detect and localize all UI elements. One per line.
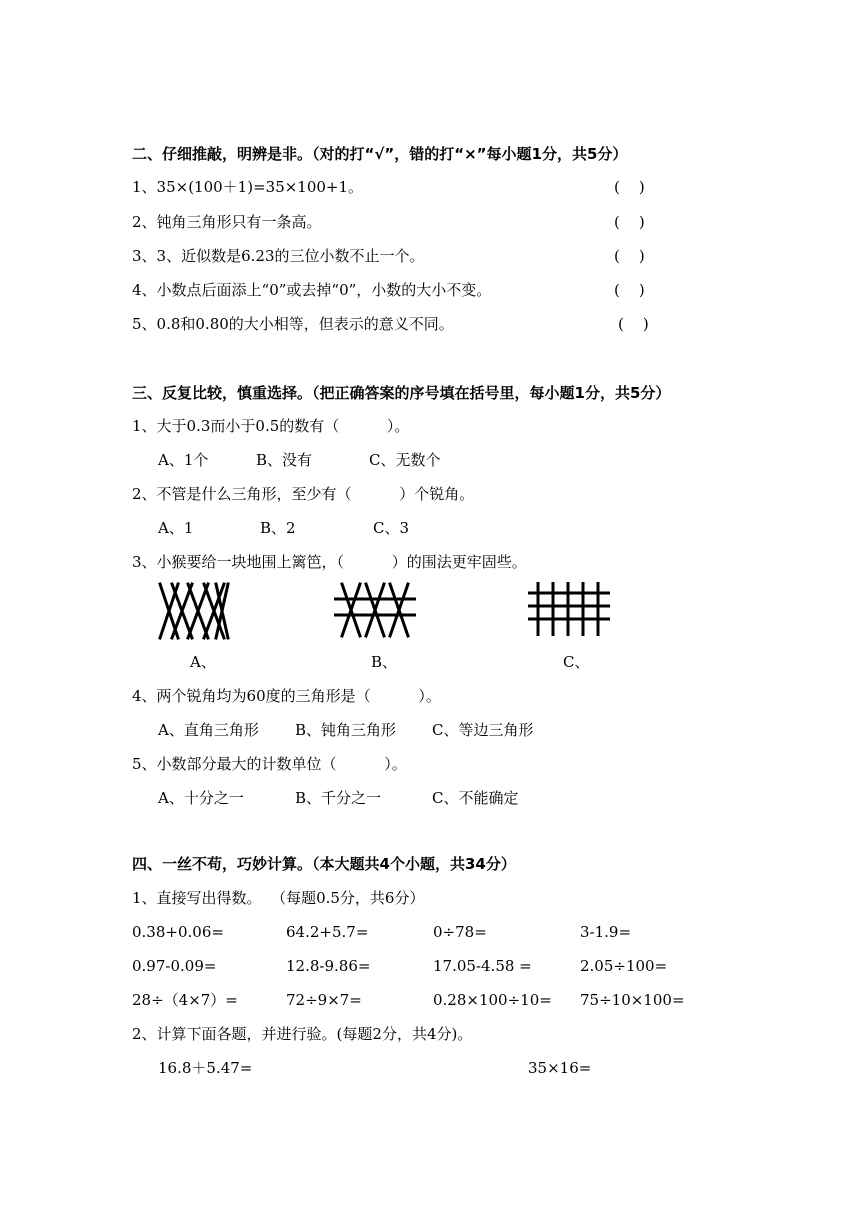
s3-q1-option-c: C、无数个 bbox=[369, 451, 441, 469]
s3-q5-option-b: B、千分之一 bbox=[295, 789, 382, 807]
s2-item-1: 1、35×(100＋1)=35×100+1。 bbox=[132, 178, 364, 196]
s3-q2-option-b: B、2 bbox=[260, 519, 296, 537]
s3-q5: 5、小数部分最大的计数单位（ ）。 bbox=[132, 755, 407, 773]
fence-label-a: A、 bbox=[190, 653, 216, 671]
s4-q2-item-2: 35×16= bbox=[528, 1059, 592, 1077]
calc-r1-c3: 0÷78= bbox=[433, 923, 487, 941]
calc-r2-c2: 12.8-9.86= bbox=[286, 957, 371, 975]
s3-q2: 2、不管是什么三角形，至少有（ ）个锐角。 bbox=[132, 485, 475, 503]
calc-r3-c1: 28÷（4×7）= bbox=[132, 991, 238, 1009]
s3-q1-option-b: B、没有 bbox=[256, 451, 313, 469]
s2-item-2: 2、钝角三角形只有一条高。 bbox=[132, 213, 322, 231]
s2-item-5: 5、0.8和0.80的大小相等，但表示的意义不同。 bbox=[132, 315, 454, 333]
calc-r2-c3: 17.05-4.58 = bbox=[433, 957, 532, 975]
s2-answer-2[interactable]: ( ) bbox=[614, 213, 645, 231]
calc-r3-c4: 75÷10×100= bbox=[580, 991, 685, 1009]
s3-q5-option-a: A、十分之一 bbox=[158, 789, 244, 807]
calc-r1-c1: 0.38+0.06= bbox=[132, 923, 224, 941]
s4-q1: 1、直接写出得数。 （每题0.5分，共6分） bbox=[132, 889, 425, 907]
s4-q2-item-1: 16.8＋5.47= bbox=[158, 1059, 253, 1077]
fence-figure-b bbox=[334, 582, 416, 638]
s3-q2-option-c: C、3 bbox=[373, 519, 410, 537]
s3-q4-option-a: A、直角三角形 bbox=[158, 721, 259, 739]
s2-item-4: 4、小数点后面添上“0”或去掉“0”，小数的大小不变。 bbox=[132, 281, 492, 299]
s2-answer-5[interactable]: ( ) bbox=[618, 315, 649, 333]
s3-q1-option-a: A、1个 bbox=[158, 451, 209, 469]
fence-figure-c bbox=[528, 582, 610, 636]
s2-item-3: 3、3、近似数是6.23的三位小数不止一个。 bbox=[132, 247, 425, 265]
s2-answer-3[interactable]: ( ) bbox=[614, 247, 645, 265]
s3-q4-option-c: C、等边三角形 bbox=[432, 721, 534, 739]
s3-q2-option-a: A、1 bbox=[158, 519, 194, 537]
calc-r2-c1: 0.97-0.09= bbox=[132, 957, 217, 975]
s3-q1: 1、大于0.3而小于0.5的数有（ ）。 bbox=[132, 417, 410, 435]
calc-r1-c2: 64.2+5.7= bbox=[286, 923, 369, 941]
calc-r1-c4: 3-1.9= bbox=[580, 923, 632, 941]
s3-q4-option-b: B、钝角三角形 bbox=[295, 721, 397, 739]
s3-q3: 3、小猴要给一块地围上篱笆，（ ）的围法更牢固些。 bbox=[132, 553, 527, 571]
calc-r3-c2: 72÷9×7= bbox=[286, 991, 362, 1009]
section4-title: 四、一丝不苟，巧妙计算。（本大题共4个小题，共34分） bbox=[132, 855, 516, 873]
section2-title: 二、仔细推敲，明辨是非。（对的打“√”，错的打“×”每小题1分，共5分） bbox=[132, 145, 628, 163]
fence-figure-a bbox=[158, 582, 230, 640]
section3-title: 三、反复比较，慎重选择。（把正确答案的序号填在括号里，每小题1分，共5分） bbox=[132, 384, 671, 402]
s2-answer-4[interactable]: ( ) bbox=[614, 281, 645, 299]
calc-r2-c4: 2.05÷100= bbox=[580, 957, 668, 975]
s3-q4: 4、两个锐角均为60度的三角形是（ ）。 bbox=[132, 687, 441, 705]
s2-answer-1[interactable]: ( ) bbox=[614, 178, 645, 196]
calc-r3-c3: 0.28×100÷10= bbox=[433, 991, 552, 1009]
s3-q5-option-c: C、不能确定 bbox=[432, 789, 519, 807]
fence-label-b: B、 bbox=[371, 653, 398, 671]
s4-q2: 2、计算下面各题，并进行验。(每题2分，共4分)。 bbox=[132, 1025, 473, 1043]
fence-label-c: C、 bbox=[563, 653, 590, 671]
